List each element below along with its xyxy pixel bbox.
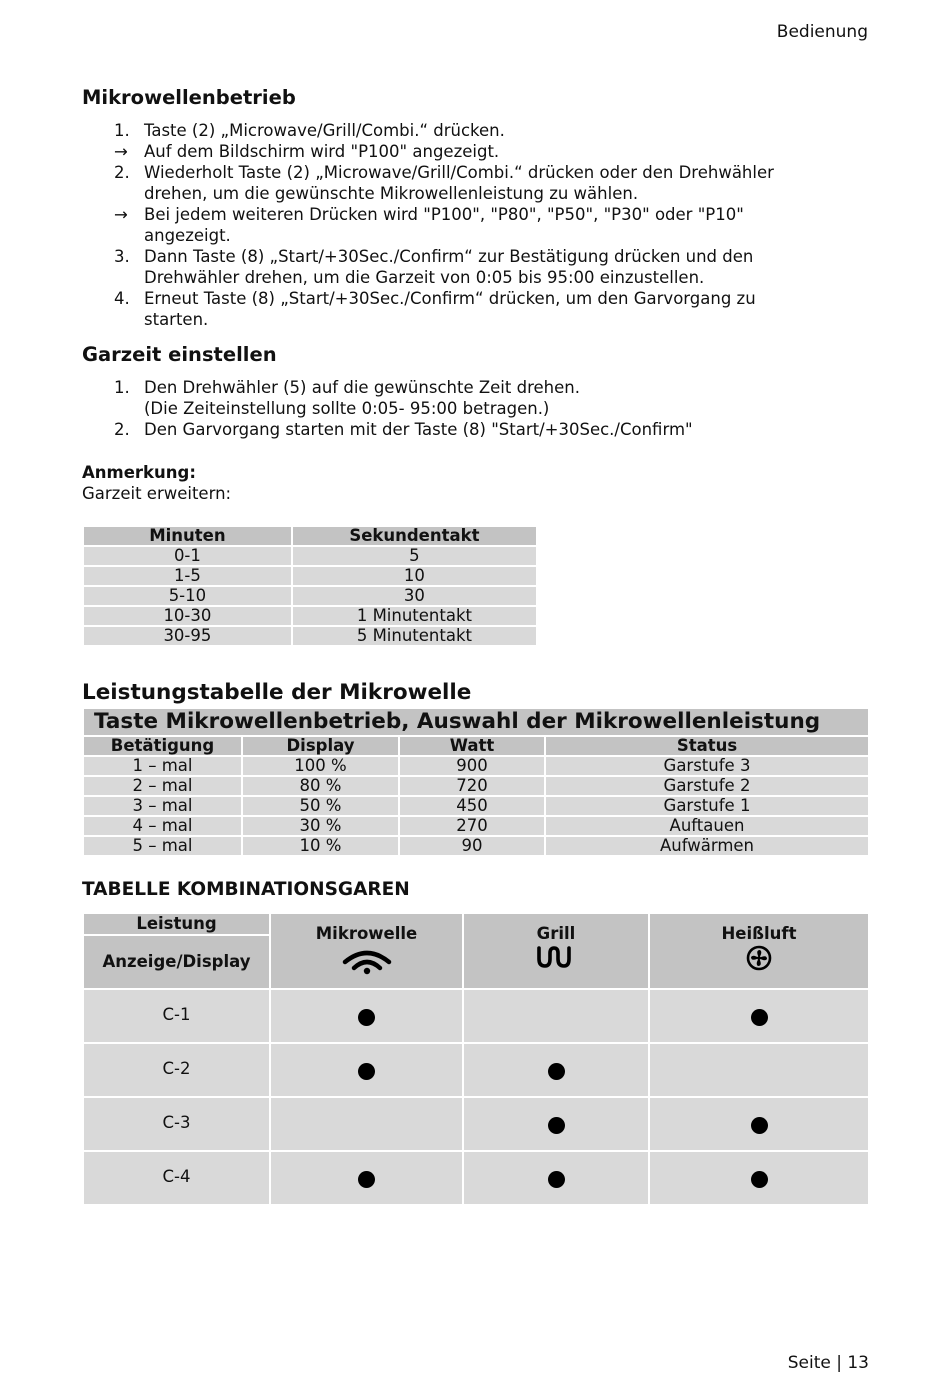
table-cell [270,1043,463,1097]
active-dot-icon [548,1117,565,1134]
column-header-mikrowelle [270,913,463,989]
list-item [82,267,872,288]
column-label-grill: Grill [536,924,576,943]
column-header-grill [463,913,649,989]
table-cell [463,1043,649,1097]
table-cell: 270 [399,816,545,836]
mode-label: C-3 [83,1097,270,1151]
table-cell [463,1097,649,1151]
table-cell: 80 % [242,776,399,796]
active-dot-icon [751,1117,768,1134]
column-label-heissluft: Heißluft [721,924,797,943]
table-cell: 900 [399,756,545,776]
table-cell: 30-95 [83,626,292,646]
active-dot-icon [751,1171,768,1188]
column-header-minuten: Minuten [83,526,292,546]
table-cell: 5-10 [83,586,292,606]
table-cell: 5 [292,546,537,566]
table-cell [649,1151,869,1205]
table-row [83,1043,869,1097]
list-marker: 2. [114,420,130,439]
table-row [83,606,537,626]
table-cell [649,989,869,1043]
table-cell: Garstufe 2 [545,776,869,796]
list-item-text: drehen, um die gewünschte Mikrowellenleistung zu wählen. [144,184,639,203]
row-header-leistung: Leistung [83,913,270,935]
table-cell: 2 – mal [83,776,242,796]
mode-label: C-2 [83,1043,270,1097]
table-cell: 1-5 [83,566,292,586]
table-cell: Auftauen [545,816,869,836]
note-label: Anmerkung: [82,463,196,482]
active-dot-icon [358,1009,375,1026]
table-cell: 0-1 [83,546,292,566]
table-cell: 30 % [242,816,399,836]
table-cell [649,1043,869,1097]
table-cell: 1 – mal [83,756,242,776]
table-cell: 30 [292,586,537,606]
table-cell: Aufwärmen [545,836,869,856]
power-table [82,707,870,857]
column-header-heissluft [649,913,869,989]
column-header-sekundentakt: Sekundentakt [292,526,537,546]
table-row [83,586,537,606]
list-item-text: Erneut Taste (8) „Start/+30Sec./Confirm“ drücken, um den Garvorgang zu [144,289,756,308]
table-row [83,546,537,566]
column-header-display: Display [242,736,399,756]
section-title-cooktime: Garzeit einstellen [82,343,277,366]
list-item-text: (Die Zeiteinstellung sollte 0:05- 95:00 betragen.) [144,399,550,418]
table-cell: 50 % [242,796,399,816]
list-item [82,225,872,246]
table-cell: 10 % [242,836,399,856]
table-cell: 10 [292,566,537,586]
running-header: Bedienung [776,22,868,42]
table-cell: Garstufe 3 [545,756,869,776]
table-row [83,566,537,586]
table-cell: 10-30 [83,606,292,626]
microwave-waves-icon [340,945,394,975]
column-label-mikrowelle: Mikrowelle [315,924,418,943]
table-cell [270,1151,463,1205]
list-item [82,162,872,183]
table-cell: 5 – mal [83,836,242,856]
mode-label: C-4 [83,1151,270,1205]
section-title-combi-table: TABELLE KOMBINATIONSGAREN [82,879,410,900]
list-item-text: starten. [144,310,209,329]
list-item [82,288,872,309]
table-cell: 450 [399,796,545,816]
table-cell [463,1151,649,1205]
table-row [83,776,869,796]
list-item-text: Wiederholt Taste (2) „Microwave/Grill/Combi.“ drücken oder den Drehwähler [144,163,774,182]
table-cell: 90 [399,836,545,856]
table-cell [463,989,649,1043]
table-cell: 720 [399,776,545,796]
list-item-text: Bei jedem weiteren Drücken wird "P100", "P80", "P50", "P30" oder "P10" [144,205,744,224]
table-cell [270,1097,463,1151]
section-title-microwave: Mikrowellenbetrieb [82,86,296,109]
active-dot-icon [751,1009,768,1026]
table-cell [270,989,463,1043]
convection-fan-icon [746,945,772,971]
list-marker: 4. [114,289,130,308]
table-row [83,756,869,776]
table-cell [649,1097,869,1151]
table-cell: 100 % [242,756,399,776]
list-item-text: Taste (2) „Microwave/Grill/Combi.“ drücken. [144,121,505,140]
section-title-power-table: Leistungstabelle der Mikrowelle [82,680,472,705]
table-cell: 5 Minutentakt [292,626,537,646]
list-marker: → [114,142,128,161]
grill-heater-icon [536,945,576,969]
table-cell: 4 – mal [83,816,242,836]
power-table-caption: Taste Mikrowellenbetrieb, Auswahl der Mikrowellenleistung [83,708,869,736]
column-header-status: Status [545,736,869,756]
list-item [82,141,872,162]
cooktime-steps-list [82,377,872,440]
table-cell: Garstufe 1 [545,796,869,816]
row-header-anzeige-display: Anzeige/Display [83,935,270,989]
table-row [83,836,869,856]
list-marker: 1. [114,378,130,397]
list-item-text: Dann Taste (8) „Start/+30Sec./Confirm“ zur Bestätigung drücken und den [144,247,754,266]
table-row [83,1151,869,1205]
microwave-steps-list [82,120,872,330]
table-row [83,1097,869,1151]
list-item [82,246,872,267]
time-increment-table [82,525,538,647]
table-row [83,989,869,1043]
list-item [82,183,872,204]
active-dot-icon [548,1171,565,1188]
combi-table [82,912,870,1206]
list-marker: 2. [114,163,130,182]
column-header-watt: Watt [399,736,545,756]
list-marker: 1. [114,121,130,140]
list-item [82,377,872,398]
note-text: Garzeit erweitern: [82,484,232,503]
list-marker: 3. [114,247,130,266]
table-cell: 3 – mal [83,796,242,816]
active-dot-icon [358,1063,375,1080]
list-item-text: Auf dem Bildschirm wird "P100" angezeigt. [144,142,500,161]
list-marker: → [114,205,128,224]
table-cell: 1 Minutentakt [292,606,537,626]
list-item-text: Drehwähler drehen, um die Garzeit von 0:05 bis 95:00 einzustellen. [144,268,705,287]
list-item [82,419,872,440]
table-row [83,816,869,836]
table-row [83,626,537,646]
table-row [83,796,869,816]
list-item [82,398,872,419]
list-item-text: Den Garvorgang starten mit der Taste (8) "Start/+30Sec./Confirm" [144,420,693,439]
column-header-betaetigung: Betätigung [83,736,242,756]
page-number: Seite | 13 [787,1353,869,1373]
list-item [82,309,872,330]
mode-label: C-1 [83,989,270,1043]
list-item-text: angezeigt. [144,226,231,245]
active-dot-icon [358,1171,375,1188]
list-item [82,120,872,141]
list-item [82,204,872,225]
list-item-text: Den Drehwähler (5) auf die gewünschte Zeit drehen. [144,378,580,397]
active-dot-icon [548,1063,565,1080]
